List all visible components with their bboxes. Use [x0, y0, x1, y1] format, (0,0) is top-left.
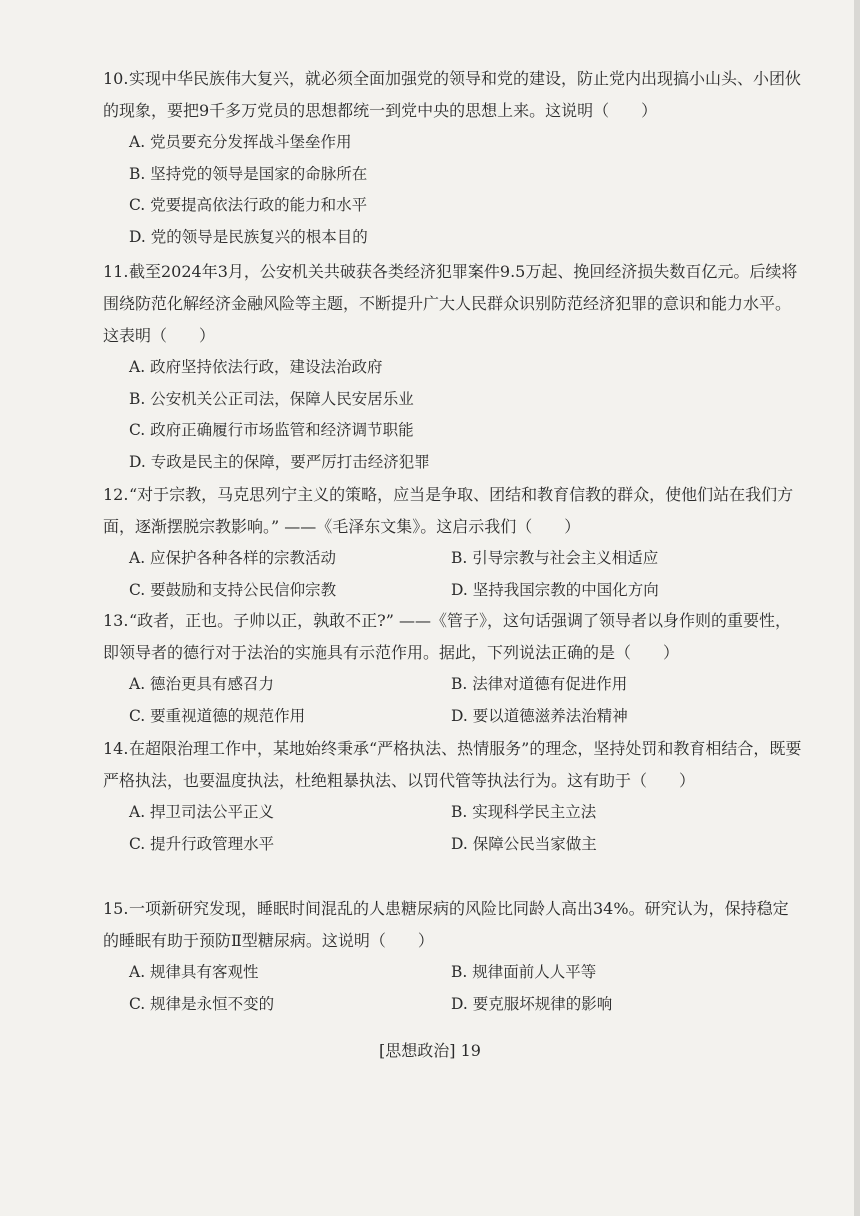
question-stem: “对于宗教，马克思列宁主义的策略，应当是争取、团结和教育信教的群众，使他们站在我们方面，逐渐摆脱宗教影响。” ——《毛泽东文集》。这启示我们（ ）: [103, 485, 794, 536]
option-a[interactable]: A. 应保护各种各样的宗教活动: [129, 549, 337, 567]
question-11: [103, 256, 803, 478]
option-c[interactable]: C. 要鼓励和支持公民信仰宗教: [129, 580, 337, 599]
options-row: [103, 797, 803, 829]
question-number: 13.: [103, 611, 129, 630]
option-d[interactable]: D. 坚持我国宗教的中国化方向: [451, 580, 659, 599]
question-text: [103, 256, 803, 352]
option-a[interactable]: A. 政府坚持依法行政，建设法治政府: [129, 358, 383, 376]
question-number: 11.: [103, 262, 129, 281]
option-d[interactable]: D. 要克服坏规律的影响: [451, 994, 613, 1013]
options-row: [103, 701, 803, 733]
option-c[interactable]: C. 提升行政管理水平: [129, 834, 275, 853]
option-d[interactable]: D. 保障公民当家做主: [451, 834, 597, 853]
options-list: [103, 127, 803, 253]
options-row: [103, 829, 803, 861]
question-text: [103, 893, 803, 957]
option-c[interactable]: C. 规律是永恒不变的: [129, 994, 275, 1013]
option-a[interactable]: A. 党员要充分发挥战斗堡垒作用: [129, 133, 352, 151]
option-b[interactable]: B. 引导宗教与社会主义相适应: [451, 549, 659, 567]
question-10: [103, 63, 803, 253]
option-c[interactable]: C. 党要提高依法行政的能力和水平: [129, 196, 368, 214]
option-c[interactable]: C. 政府正确履行市场监管和经济调节职能: [129, 421, 414, 439]
option-c[interactable]: C. 要重视道德的规范作用: [129, 706, 306, 725]
option-b[interactable]: B. 实现科学民主立法: [451, 803, 597, 821]
options-grid: [103, 669, 803, 732]
option-d[interactable]: D. 要以道德滋养法治精神: [451, 706, 628, 725]
question-stem: 一项新研究发现，睡眠时间混乱的人患糖尿病的风险比同龄人高出34%。研究认为，保持稳定的睡眠有助于预防Ⅱ型糖尿病。这说明（ ）: [103, 899, 789, 950]
question-stem: “政者，正也。子帅以正，孰敢不正?” ——《管子》，这句话强调了领导者以身作则的重要性，即领导者的德行对于法治的实施具有示范作用。据此，下列说法正确的是（ ）: [103, 611, 792, 662]
option-b[interactable]: B. 坚持党的领导是国家的命脉所在: [129, 164, 368, 183]
option-a[interactable]: A. 捍卫司法公平正义: [129, 803, 275, 821]
question-12: [103, 479, 803, 606]
options-row: [103, 957, 803, 989]
question-number: 14.: [103, 739, 129, 758]
option-d[interactable]: D. 党的领导是民族复兴的根本目的: [129, 227, 368, 246]
options-grid: [103, 957, 803, 1020]
option-a[interactable]: A. 德治更具有感召力: [129, 675, 275, 693]
question-number: 15.: [103, 899, 129, 918]
question-stem: 截至2024年3月，公安机关共破获各类经济犯罪案件9.5万起、挽回经济损失数百亿元。后续将围绕防范化解经济金融风险等主题，不断提升广大人民群众识别防范经济犯罪的意识和能力水平。这表明（ ）: [103, 262, 798, 345]
options-row: [103, 543, 803, 575]
options-row: [103, 575, 803, 607]
question-text: [103, 605, 803, 669]
option-b[interactable]: B. 规律面前人人平等: [451, 963, 597, 981]
options-row: [103, 989, 803, 1021]
question-13: [103, 605, 803, 732]
question-number: 10.: [103, 69, 129, 88]
question-14: [103, 733, 803, 860]
options-grid: [103, 797, 803, 860]
page-footer: [思想政治] 19: [379, 1041, 481, 1060]
option-a[interactable]: A. 规律具有客观性: [129, 963, 259, 981]
options-row: [103, 669, 803, 701]
page-edge-shadow: [854, 0, 860, 1216]
question-stem: 在超限治理工作中，某地始终秉承“严格执法、热情服务”的理念，坚持处罚和教育相结合，既要严格执法，也要温度执法，杜绝粗暴执法、以罚代管等执法行为。这有助于（ ）: [103, 739, 802, 790]
option-d[interactable]: D. 专政是民主的保障，要严厉打击经济犯罪: [129, 452, 430, 471]
question-15: [103, 893, 803, 1020]
question-number: 12.: [103, 485, 129, 504]
option-b[interactable]: B. 公安机关公正司法，保障人民安居乐业: [129, 389, 414, 408]
option-b[interactable]: B. 法律对道德有促进作用: [451, 675, 628, 693]
options-list: [103, 352, 803, 478]
question-text: [103, 63, 803, 127]
question-stem: 实现中华民族伟大复兴，就必须全面加强党的领导和党的建设，防止党内出现搞小山头、小团伙的现象，要把9千多万党员的思想都统一到党中央的思想上来。这说明（ ）: [103, 69, 802, 120]
options-grid: [103, 543, 803, 606]
question-text: [103, 479, 803, 543]
question-text: [103, 733, 803, 797]
